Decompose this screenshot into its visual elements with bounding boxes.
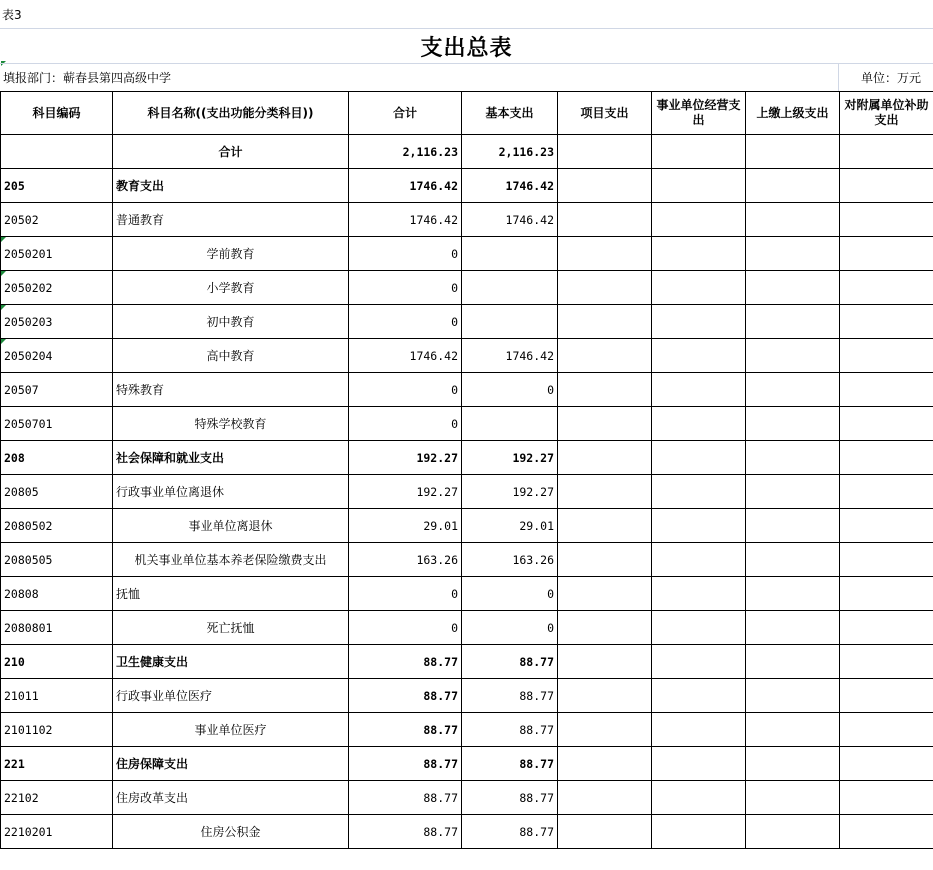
total-cell: 0 bbox=[349, 237, 462, 271]
subject-name-cell: 教育支出 bbox=[113, 169, 349, 203]
project-cell bbox=[558, 747, 652, 781]
subject-name-cell: 行政事业单位医疗 bbox=[113, 679, 349, 713]
operating-cell bbox=[652, 747, 746, 781]
project-cell bbox=[558, 611, 652, 645]
operating-cell bbox=[652, 135, 746, 169]
remit-cell bbox=[746, 543, 840, 577]
operating-cell bbox=[652, 203, 746, 237]
subsidy-cell bbox=[840, 169, 933, 203]
total-cell: 88.77 bbox=[349, 781, 462, 815]
subject-name-cell: 行政事业单位离退休 bbox=[113, 475, 349, 509]
subject-code-cell: 221 bbox=[1, 747, 113, 781]
operating-cell bbox=[652, 645, 746, 679]
total-cell: 2,116.23 bbox=[349, 135, 462, 169]
subject-code-cell: 21011 bbox=[1, 679, 113, 713]
basic-cell bbox=[462, 271, 558, 305]
basic-cell: 0 bbox=[462, 373, 558, 407]
total-cell: 0 bbox=[349, 611, 462, 645]
column-header: 科目编码 bbox=[1, 92, 113, 135]
subject-name-cell: 学前教育 bbox=[113, 237, 349, 271]
project-cell bbox=[558, 373, 652, 407]
subject-name-cell: 特殊教育 bbox=[113, 373, 349, 407]
table-row bbox=[1, 203, 933, 237]
table-row bbox=[1, 577, 933, 611]
table-row bbox=[1, 679, 933, 713]
remit-cell bbox=[746, 679, 840, 713]
basic-cell bbox=[462, 305, 558, 339]
subsidy-cell bbox=[840, 679, 933, 713]
subject-code-cell: 2050204 bbox=[1, 339, 113, 373]
operating-cell bbox=[652, 305, 746, 339]
project-cell bbox=[558, 713, 652, 747]
total-cell: 88.77 bbox=[349, 645, 462, 679]
basic-cell: 29.01 bbox=[462, 509, 558, 543]
subject-name-cell: 住房改革支出 bbox=[113, 781, 349, 815]
operating-cell bbox=[652, 475, 746, 509]
subsidy-cell bbox=[840, 339, 933, 373]
table-row bbox=[1, 441, 933, 475]
remit-cell bbox=[746, 509, 840, 543]
subject-name-cell: 社会保障和就业支出 bbox=[113, 441, 349, 475]
subject-name-cell: 事业单位离退休 bbox=[113, 509, 349, 543]
total-cell: 192.27 bbox=[349, 475, 462, 509]
project-cell bbox=[558, 509, 652, 543]
remit-cell bbox=[746, 135, 840, 169]
basic-cell: 192.27 bbox=[462, 475, 558, 509]
project-cell bbox=[558, 815, 652, 849]
subject-name-cell: 住房公积金 bbox=[113, 815, 349, 849]
remit-cell bbox=[746, 713, 840, 747]
total-cell: 192.27 bbox=[349, 441, 462, 475]
subject-code-cell: 2080505 bbox=[1, 543, 113, 577]
info-row bbox=[0, 63, 933, 91]
remit-cell bbox=[746, 339, 840, 373]
total-cell: 0 bbox=[349, 373, 462, 407]
subsidy-cell bbox=[840, 305, 933, 339]
subsidy-cell bbox=[840, 373, 933, 407]
subsidy-cell bbox=[840, 747, 933, 781]
table-row bbox=[1, 611, 933, 645]
table-row bbox=[1, 781, 933, 815]
table-row bbox=[1, 815, 933, 849]
subsidy-cell bbox=[840, 781, 933, 815]
column-header: 对附属单位补助支出 bbox=[840, 92, 933, 135]
table-row bbox=[1, 339, 933, 373]
project-cell bbox=[558, 203, 652, 237]
operating-cell bbox=[652, 577, 746, 611]
column-header: 合计 bbox=[349, 92, 462, 135]
remit-cell bbox=[746, 611, 840, 645]
subject-name-cell: 住房保障支出 bbox=[113, 747, 349, 781]
subject-name-cell: 死亡抚恤 bbox=[113, 611, 349, 645]
total-cell: 0 bbox=[349, 577, 462, 611]
unit-separator bbox=[838, 63, 839, 91]
basic-cell: 88.77 bbox=[462, 781, 558, 815]
operating-cell bbox=[652, 543, 746, 577]
project-cell bbox=[558, 305, 652, 339]
basic-cell: 1746.42 bbox=[462, 203, 558, 237]
total-cell: 1746.42 bbox=[349, 203, 462, 237]
remit-cell bbox=[746, 407, 840, 441]
subject-code-cell bbox=[1, 135, 113, 169]
remit-cell bbox=[746, 781, 840, 815]
subject-code-cell: 2050701 bbox=[1, 407, 113, 441]
subject-code-cell: 2050203 bbox=[1, 305, 113, 339]
subject-code-cell: 22102 bbox=[1, 781, 113, 815]
basic-cell: 163.26 bbox=[462, 543, 558, 577]
basic-cell: 88.77 bbox=[462, 645, 558, 679]
total-cell: 0 bbox=[349, 271, 462, 305]
subject-name-cell: 特殊学校教育 bbox=[113, 407, 349, 441]
page-title: 支出总表 bbox=[420, 36, 513, 61]
table-header-row bbox=[1, 92, 933, 135]
remit-cell bbox=[746, 237, 840, 271]
total-cell: 88.77 bbox=[349, 747, 462, 781]
remit-cell bbox=[746, 645, 840, 679]
remit-cell bbox=[746, 815, 840, 849]
basic-cell: 88.77 bbox=[462, 747, 558, 781]
department-label: 填报部门：蕲春县第四高级中学 bbox=[3, 71, 172, 85]
basic-cell: 0 bbox=[462, 577, 558, 611]
subject-name-cell: 初中教育 bbox=[113, 305, 349, 339]
project-cell bbox=[558, 679, 652, 713]
basic-cell bbox=[462, 237, 558, 271]
operating-cell bbox=[652, 509, 746, 543]
table-body bbox=[1, 135, 933, 849]
remit-cell bbox=[746, 747, 840, 781]
subsidy-cell bbox=[840, 237, 933, 271]
subject-code-cell: 20502 bbox=[1, 203, 113, 237]
subsidy-cell bbox=[840, 271, 933, 305]
unit-label: 单位：万元 bbox=[860, 71, 921, 85]
project-cell bbox=[558, 475, 652, 509]
table-row bbox=[1, 509, 933, 543]
table-row bbox=[1, 271, 933, 305]
operating-cell bbox=[652, 237, 746, 271]
subsidy-cell bbox=[840, 203, 933, 237]
project-cell bbox=[558, 237, 652, 271]
table-row bbox=[1, 237, 933, 271]
remit-cell bbox=[746, 203, 840, 237]
subsidy-cell bbox=[840, 441, 933, 475]
project-cell bbox=[558, 339, 652, 373]
subject-code-cell: 2050201 bbox=[1, 237, 113, 271]
expenditure-table bbox=[0, 91, 933, 849]
subsidy-cell bbox=[840, 611, 933, 645]
cell-indicator-icon bbox=[1, 271, 6, 276]
subject-code-cell: 210 bbox=[1, 645, 113, 679]
subsidy-cell bbox=[840, 135, 933, 169]
subsidy-cell bbox=[840, 475, 933, 509]
basic-cell bbox=[462, 407, 558, 441]
project-cell bbox=[558, 407, 652, 441]
title-row bbox=[0, 28, 933, 64]
column-header: 上缴上级支出 bbox=[746, 92, 840, 135]
table-row bbox=[1, 407, 933, 441]
subject-code-cell: 2210201 bbox=[1, 815, 113, 849]
operating-cell bbox=[652, 441, 746, 475]
table-row bbox=[1, 373, 933, 407]
subject-name-cell: 卫生健康支出 bbox=[113, 645, 349, 679]
project-cell bbox=[558, 169, 652, 203]
subject-code-cell: 20808 bbox=[1, 577, 113, 611]
operating-cell bbox=[652, 679, 746, 713]
operating-cell bbox=[652, 611, 746, 645]
subject-name-cell: 高中教育 bbox=[113, 339, 349, 373]
operating-cell bbox=[652, 407, 746, 441]
subject-code-cell: 205 bbox=[1, 169, 113, 203]
cell-indicator-icon bbox=[1, 339, 6, 344]
project-cell bbox=[558, 441, 652, 475]
basic-cell: 88.77 bbox=[462, 713, 558, 747]
subsidy-cell bbox=[840, 713, 933, 747]
subsidy-cell bbox=[840, 407, 933, 441]
remit-cell bbox=[746, 373, 840, 407]
subsidy-cell bbox=[840, 509, 933, 543]
table-row bbox=[1, 305, 933, 339]
subject-name-cell: 小学教育 bbox=[113, 271, 349, 305]
project-cell bbox=[558, 271, 652, 305]
basic-cell: 1746.42 bbox=[462, 339, 558, 373]
table-row bbox=[1, 713, 933, 747]
remit-cell bbox=[746, 271, 840, 305]
operating-cell bbox=[652, 373, 746, 407]
table-row bbox=[1, 747, 933, 781]
basic-cell: 88.77 bbox=[462, 815, 558, 849]
project-cell bbox=[558, 781, 652, 815]
subject-code-cell: 2101102 bbox=[1, 713, 113, 747]
project-cell bbox=[558, 645, 652, 679]
subject-name-cell: 普通教育 bbox=[113, 203, 349, 237]
operating-cell bbox=[652, 713, 746, 747]
subject-code-cell: 2050202 bbox=[1, 271, 113, 305]
subject-code-cell: 2080502 bbox=[1, 509, 113, 543]
total-cell: 1746.42 bbox=[349, 169, 462, 203]
subject-name-cell: 机关事业单位基本养老保险缴费支出 bbox=[113, 543, 349, 577]
basic-cell: 2,116.23 bbox=[462, 135, 558, 169]
operating-cell bbox=[652, 339, 746, 373]
basic-cell: 88.77 bbox=[462, 679, 558, 713]
subject-code-cell: 20507 bbox=[1, 373, 113, 407]
table-row bbox=[1, 169, 933, 203]
total-cell: 88.77 bbox=[349, 815, 462, 849]
operating-cell bbox=[652, 781, 746, 815]
total-cell: 88.77 bbox=[349, 679, 462, 713]
basic-cell: 1746.42 bbox=[462, 169, 558, 203]
subsidy-cell bbox=[840, 815, 933, 849]
subsidy-cell bbox=[840, 645, 933, 679]
column-header: 基本支出 bbox=[462, 92, 558, 135]
column-header: 项目支出 bbox=[558, 92, 652, 135]
table-row bbox=[1, 543, 933, 577]
project-cell bbox=[558, 577, 652, 611]
total-cell: 163.26 bbox=[349, 543, 462, 577]
basic-cell: 192.27 bbox=[462, 441, 558, 475]
remit-cell bbox=[746, 169, 840, 203]
remit-cell bbox=[746, 577, 840, 611]
subject-name-cell: 事业单位医疗 bbox=[113, 713, 349, 747]
cell-indicator-icon bbox=[1, 237, 6, 242]
subsidy-cell bbox=[840, 543, 933, 577]
sheet-label: 表3 bbox=[2, 8, 22, 22]
table-row bbox=[1, 475, 933, 509]
remit-cell bbox=[746, 305, 840, 339]
subject-code-cell: 208 bbox=[1, 441, 113, 475]
column-header: 科目名称((支出功能分类科目)) bbox=[113, 92, 349, 135]
table-row bbox=[1, 645, 933, 679]
subject-name-cell: 抚恤 bbox=[113, 577, 349, 611]
table-row bbox=[1, 135, 933, 169]
operating-cell bbox=[652, 271, 746, 305]
total-cell: 0 bbox=[349, 407, 462, 441]
basic-cell: 0 bbox=[462, 611, 558, 645]
subject-code-cell: 2080801 bbox=[1, 611, 113, 645]
column-header: 事业单位经营支出 bbox=[652, 92, 746, 135]
subject-name-cell: 合计 bbox=[113, 135, 349, 169]
total-cell: 29.01 bbox=[349, 509, 462, 543]
subject-code-cell: 20805 bbox=[1, 475, 113, 509]
total-cell: 0 bbox=[349, 305, 462, 339]
operating-cell bbox=[652, 169, 746, 203]
remit-cell bbox=[746, 475, 840, 509]
subsidy-cell bbox=[840, 577, 933, 611]
total-cell: 1746.42 bbox=[349, 339, 462, 373]
project-cell bbox=[558, 543, 652, 577]
operating-cell bbox=[652, 815, 746, 849]
project-cell bbox=[558, 135, 652, 169]
cell-indicator-icon bbox=[1, 305, 6, 310]
total-cell: 88.77 bbox=[349, 713, 462, 747]
remit-cell bbox=[746, 441, 840, 475]
